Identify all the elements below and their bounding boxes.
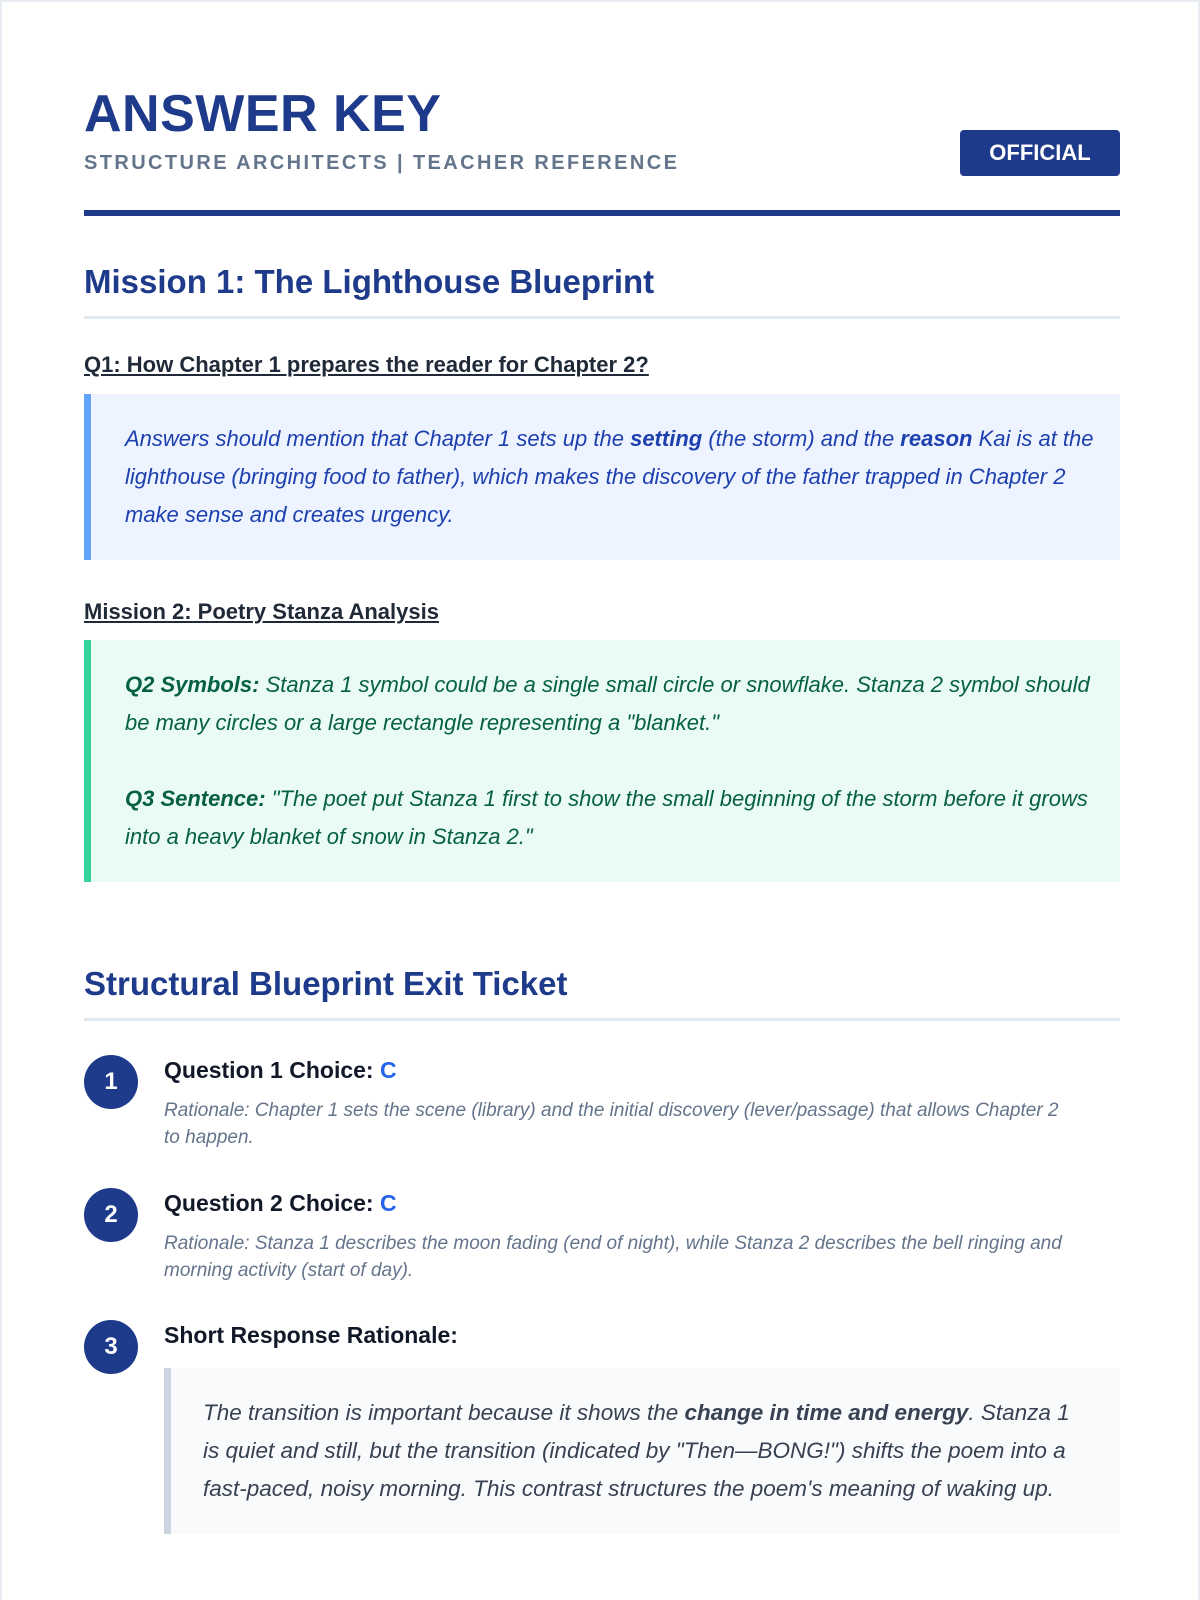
mission1-title: Mission 1: The Lighthouse Blueprint (84, 262, 1120, 319)
official-badge: OFFICIAL (960, 130, 1120, 176)
answer-emphasis-reason: reason (900, 426, 973, 451)
q2-text: Stanza 1 symbol could be a single small circle or snowflake. Stanza 2 symbol should be many circles or a large rectangle representing a "blanket." (125, 672, 1090, 735)
document-header (84, 84, 1120, 216)
item-title: Short Response Rationale: (164, 1322, 458, 1348)
answer-text-part: Answers should mention that Chapter 1 sets up the (125, 426, 631, 451)
q2-label: Q2 Symbols: (125, 672, 260, 697)
mission2-answer-box (84, 640, 1120, 882)
item-rationale: Rationale: Stanza 1 describes the moon fading (end of night), while Stanza 2 describes the bell ringing and morning activity (start of day). (164, 1233, 1062, 1281)
short-response-text: . Stanza 1 is quiet and still, but the transition (indicated by "Then—BONG!") shifts the poem into a fast-paced, noisy morning. This contrast structures the poem's meaning of waking up. (203, 1400, 1070, 1501)
q3-label: Q3 Sentence: (125, 786, 266, 811)
exit-ticket-title: Structural Blueprint Exit Ticket (84, 964, 1120, 1021)
item-rationale: Rationale: Chapter 1 sets the scene (library) and the initial discovery (lever/passage) that allows Chapter 2 to happen. (164, 1100, 1059, 1148)
item-number-badge: 1 (84, 1055, 138, 1109)
item-number-badge: 2 (84, 1188, 138, 1242)
answer-key-page (2, 2, 1198, 1600)
q2-answer (125, 666, 1094, 742)
q1-answer-text (125, 420, 1094, 534)
item-title (164, 1057, 397, 1084)
short-response-text: The transition is important because it shows the (203, 1400, 685, 1425)
item-label: Question 2 Choice: (164, 1190, 380, 1216)
answer-choice: C (379, 1057, 397, 1083)
short-response-box (164, 1368, 1120, 1534)
item-number-badge: 3 (84, 1320, 138, 1374)
q1-heading: Q1: How Chapter 1 prepares the reader for Chapter 2? (84, 352, 649, 377)
q3-text: "The poet put Stanza 1 first to show the small beginning of the storm before it grows into a heavy blanket of snow in Stanza 2." (125, 786, 1088, 849)
answer-choice: C (379, 1190, 397, 1216)
q3-answer (125, 780, 1094, 856)
short-response-emphasis: change in time and energy (684, 1400, 969, 1425)
page-title: ANSWER KEY (84, 85, 442, 143)
page-subtitle: STRUCTURE ARCHITECTS | TEACHER REFERENCE (84, 152, 680, 174)
q1-answer-box (84, 394, 1120, 560)
item-label: Question 1 Choice: (164, 1057, 380, 1083)
item-title (164, 1190, 397, 1217)
answer-text-part: Kai is at the lighthouse (bringing food to father), which makes the discovery of the father trapped in Chapter 2 make sense and creates urgency. (125, 426, 1094, 527)
mission2-heading: Mission 2: Poetry Stanza Analysis (84, 599, 439, 624)
answer-text-part: (the storm) and the (702, 426, 901, 451)
answer-emphasis-setting: setting (630, 426, 703, 451)
